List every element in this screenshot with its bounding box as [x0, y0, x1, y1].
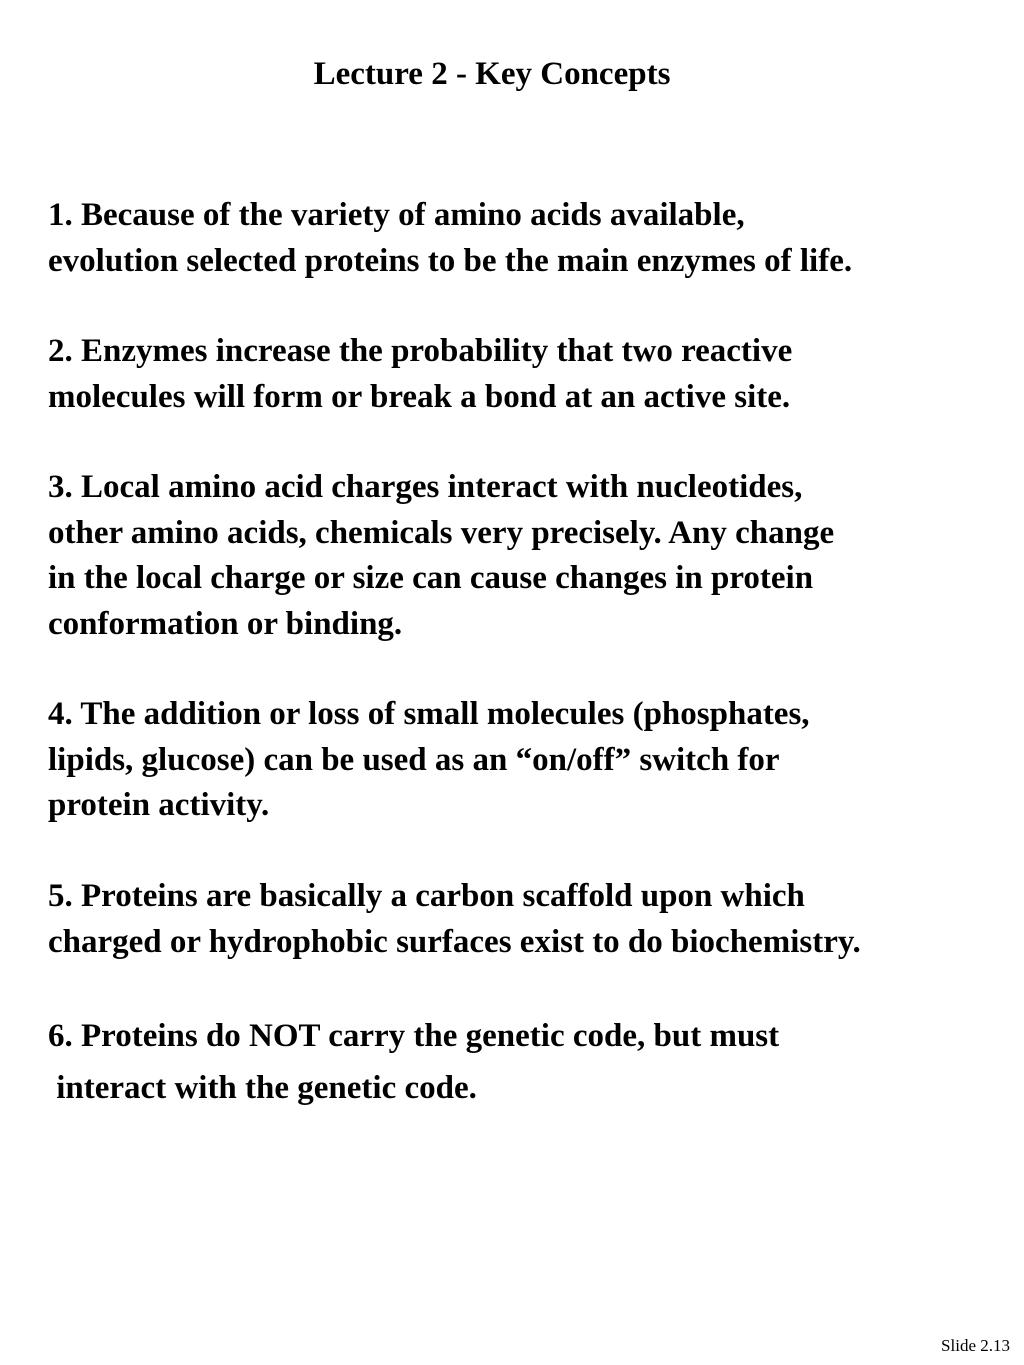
key-concept-line: lipids, glucose) can be used as an “on/off” switch for: [48, 741, 780, 778]
key-concept-line: molecules will form or break a bond at an active site.: [48, 378, 791, 415]
key-concept-line: protein activity.: [48, 787, 270, 823]
key-concept-6: [48, 1010, 1008, 1114]
key-concept-4: [48, 692, 1008, 829]
key-concept-line: 3. Local amino acid charges interact with nucleotides,: [48, 469, 803, 505]
key-concept-line: 1. Because of the variety of amino acids available,: [48, 197, 745, 233]
key-concept-5: [48, 874, 1008, 965]
key-concept-line: 6. Proteins do NOT carry the genetic code, but must: [48, 1018, 780, 1054]
key-concept-line: 5. Proteins are basically a carbon scaffold upon which: [48, 878, 805, 914]
slide-number: Slide 2.13: [941, 1336, 1010, 1355]
key-concept-line: evolution selected proteins to be the main enzymes of life.: [48, 242, 853, 279]
key-concept-3: [48, 465, 1008, 647]
key-concept-line: in the local charge or size can cause changes in protein: [48, 560, 814, 596]
key-concept-line: 4. The addition or loss of small molecules (phosphates,: [48, 696, 810, 732]
key-concept-2: [48, 329, 1008, 420]
key-concept-line: 2. Enzymes increase the probability that two reactive: [48, 333, 793, 369]
key-concept-1: [48, 193, 1008, 284]
key-concept-line: conformation or binding.: [48, 605, 403, 642]
key-concept-line: interact with the genetic code.: [48, 1070, 477, 1106]
key-concept-line: other amino acids, chemicals very precisely. Any change: [48, 514, 835, 551]
slide-title: Lecture 2 - Key Concepts: [313, 56, 671, 92]
key-concept-line: charged or hydrophobic surfaces exist to do biochemistry.: [48, 923, 861, 960]
